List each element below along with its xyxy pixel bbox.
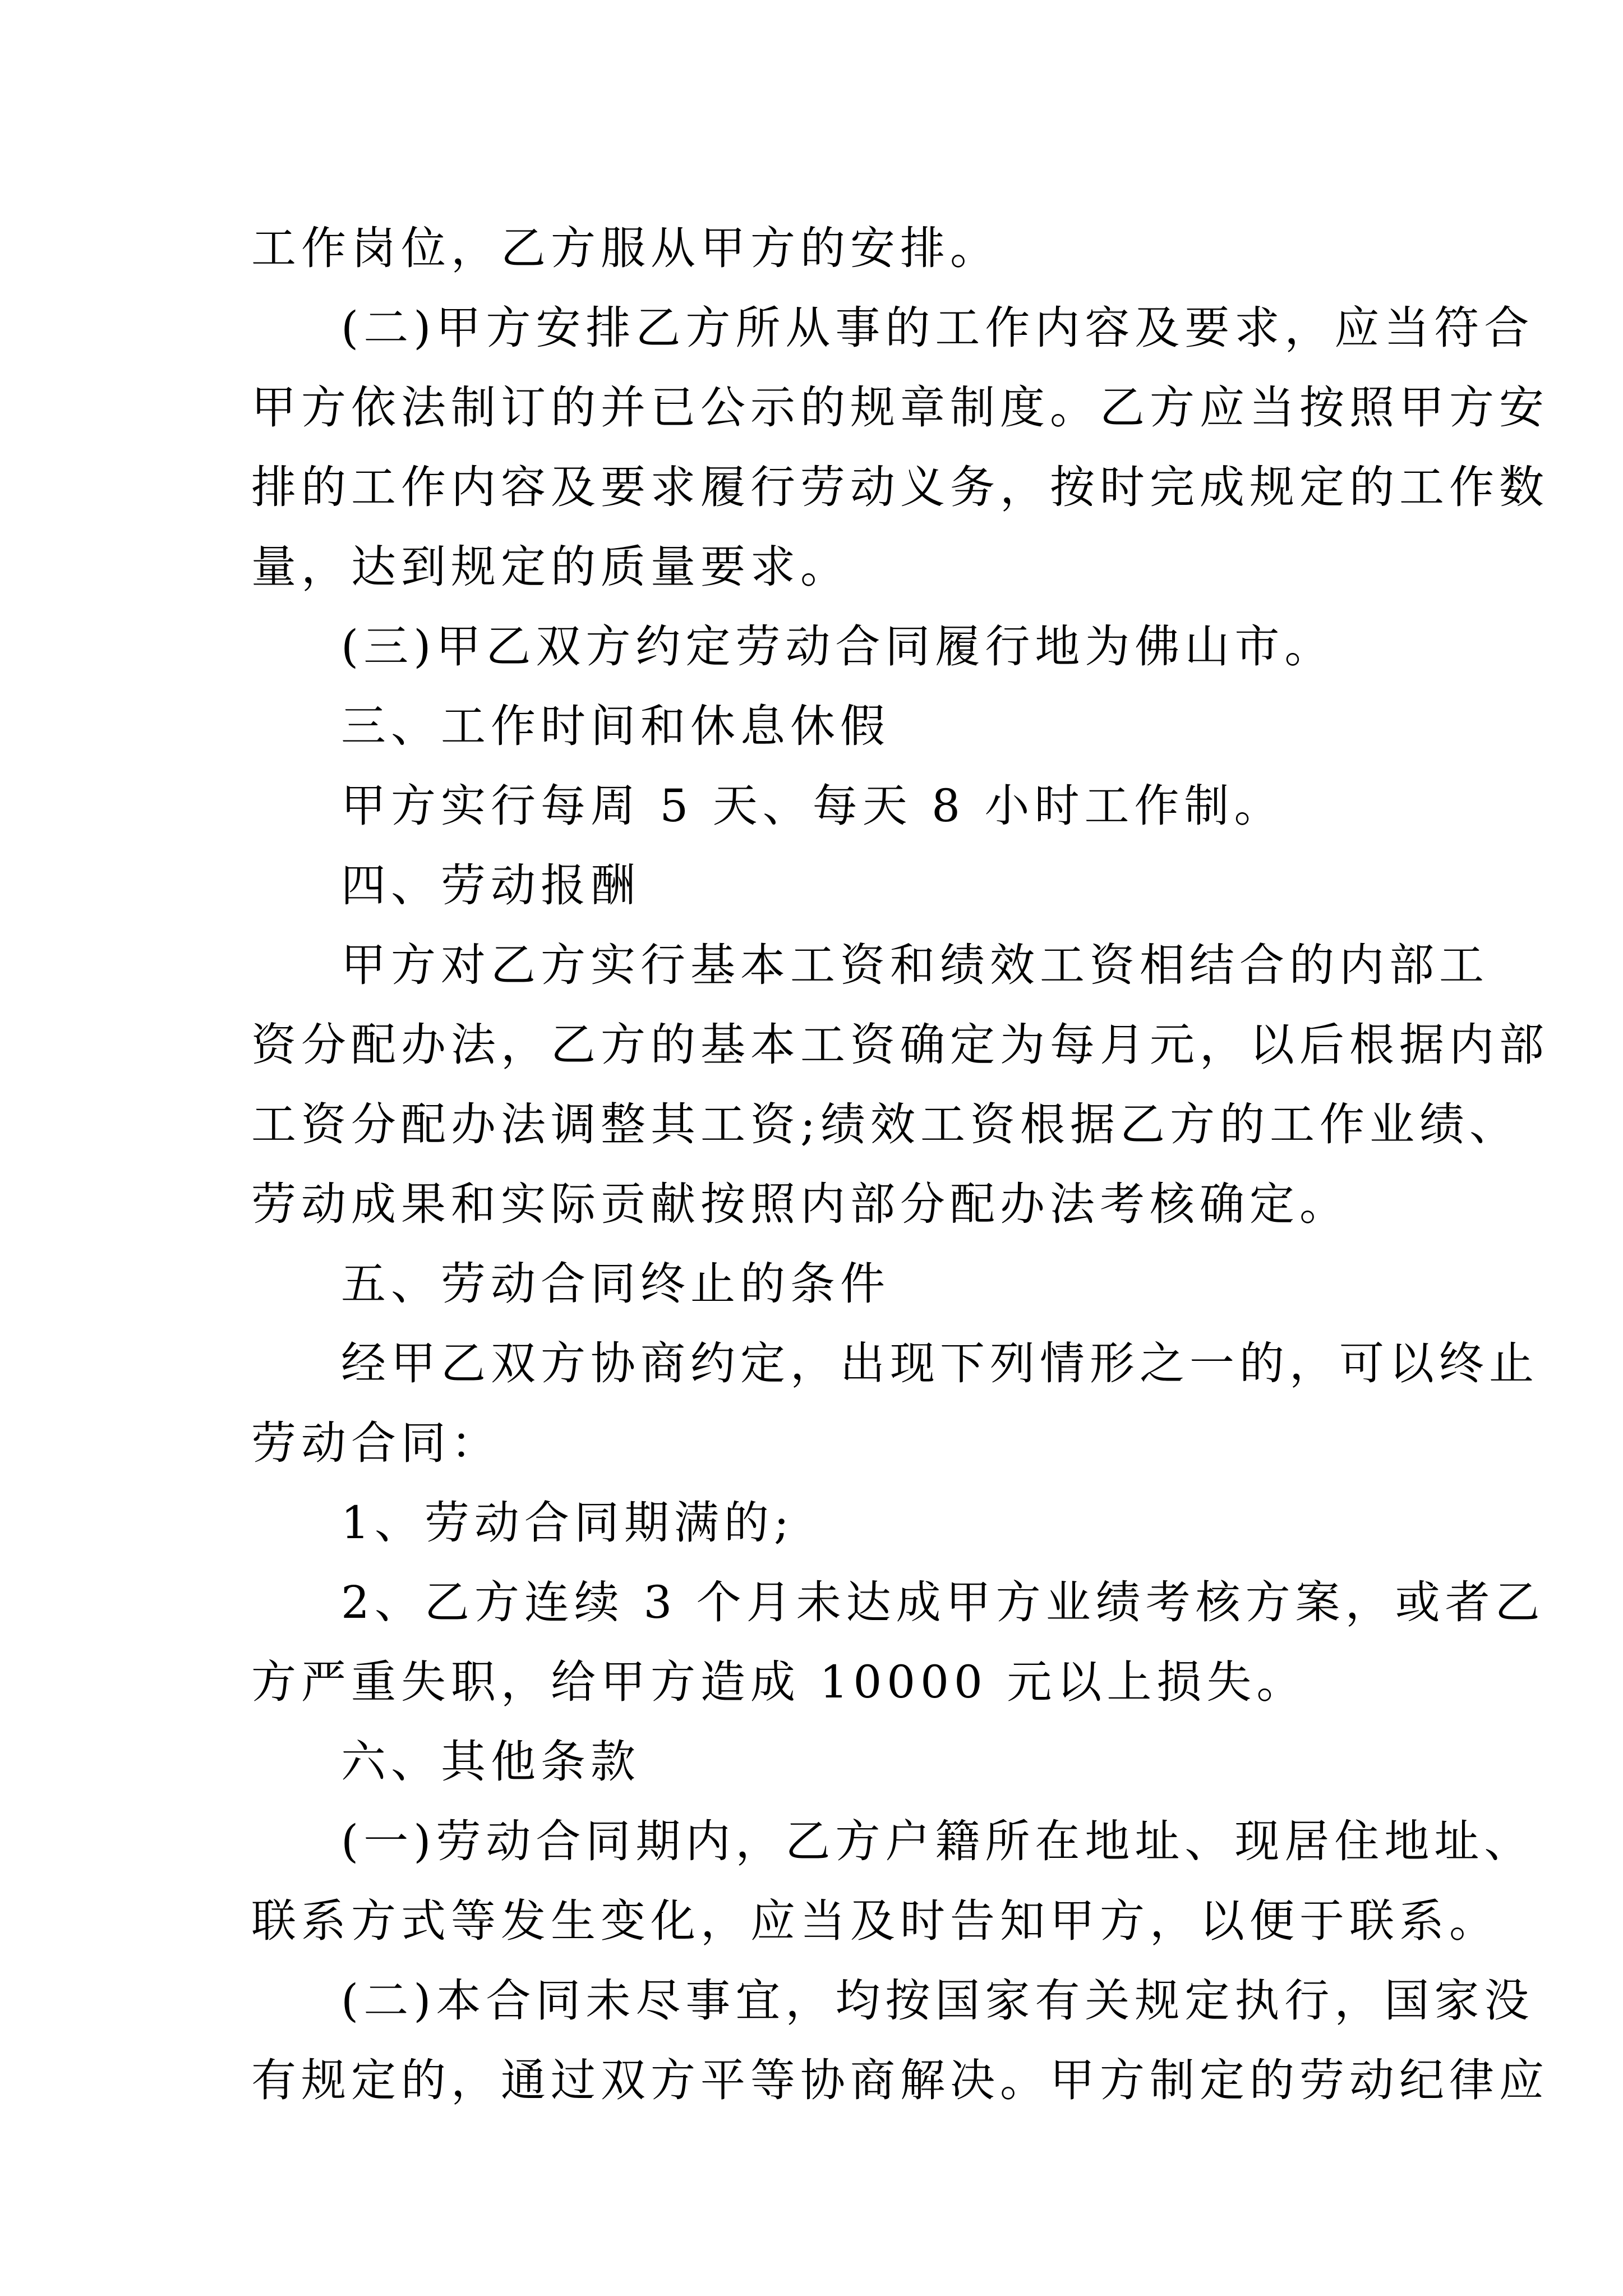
section-heading: 六、其他条款: [341, 1736, 640, 1788]
body-line: (二)甲方安排乙方所从事的工作内容及要求，应当符合: [341, 302, 1534, 354]
body-line: 工资分配办法调整其工资;绩效工资根据乙方的工作业绩、: [251, 1098, 1519, 1151]
body-line: 排的工作内容及要求履行劳动义务，按时完成规定的工作数: [251, 461, 1549, 513]
body-line: 工作岗位，乙方服从甲方的安排。: [251, 222, 1000, 274]
body-line: (一)劳动合同期内，乙方户籍所在地址、现居住地址、: [341, 1815, 1534, 1867]
body-line: 方严重失职，给甲方造成 10000 元以上损失。: [251, 1656, 1307, 1708]
body-line: 联系方式等发生变化，应当及时告知甲方，以便于联系。: [251, 1895, 1499, 1947]
section-heading: 五、劳动合同终止的条件: [341, 1258, 890, 1310]
body-line: (二)本合同未尽事宜，均按国家有关规定执行，国家没: [341, 1975, 1534, 2027]
section-heading: 四、劳动报酬: [341, 859, 640, 912]
section-heading: 三、工作时间和休息休假: [341, 700, 890, 752]
list-item: 1、劳动合同期满的;: [341, 1497, 794, 1549]
body-line: 劳动合同：: [251, 1417, 501, 1469]
body-line: 甲方对乙方实行基本工资和绩效工资相结合的内部工: [341, 939, 1489, 991]
body-line: 量，达到规定的质量要求。: [251, 541, 850, 593]
body-line: 经甲乙双方协商约定，出现下列情形之一的，可以终止: [341, 1337, 1539, 1389]
body-line: 甲方依法制订的并已公示的规章制度。乙方应当按照甲方安: [251, 381, 1549, 434]
body-line: 有规定的，通过双方平等协商解决。甲方制定的劳动纪律应: [251, 2054, 1549, 2106]
body-line: (三)甲乙双方约定劳动合同履行地为佛山市。: [341, 620, 1335, 673]
body-line: 劳动成果和实际贡献按照内部分配办法考核确定。: [251, 1178, 1349, 1230]
body-line: 甲方实行每周 5 天、每天 8 小时工作制。: [341, 780, 1284, 832]
list-item: 2、乙方连续 3 个月未达成甲方业绩考核方案，或者乙: [341, 1576, 1545, 1628]
body-line: 资分配办法，乙方的基本工资确定为每月元，以后根据内部: [251, 1019, 1549, 1071]
document-body: [251, 209, 1549, 2120]
